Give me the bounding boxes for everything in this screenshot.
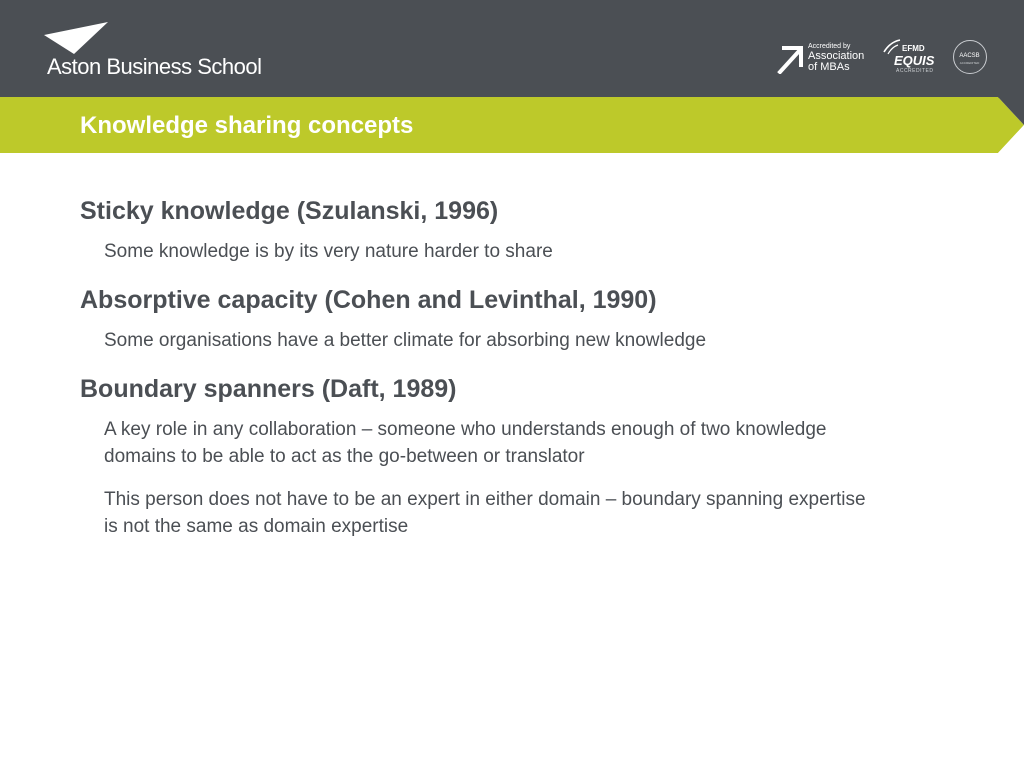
efmd-top-text: EFMD <box>902 44 925 53</box>
efmd-main-text: EQUIS <box>894 53 935 68</box>
amba-line2: of MBAs <box>808 61 850 73</box>
section-text: Some organisations have a better climate for absorbing new knowledge <box>104 330 707 351</box>
amba-arrow-icon <box>776 44 804 74</box>
slide-title: Knowledge sharing concepts <box>80 112 414 139</box>
accreditation-logos <box>776 38 996 78</box>
aacsb-seal <box>953 40 987 74</box>
slide-content <box>80 196 900 560</box>
aston-triangle-icon <box>44 22 114 54</box>
section-text: Some knowledge is by its very nature harder to share <box>104 241 553 262</box>
section-absorptive-capacity <box>80 285 900 354</box>
section-heading: Boundary spanners (Daft, 1989) <box>80 375 457 403</box>
amba-line1: Association <box>808 50 865 62</box>
aston-logo <box>44 22 274 82</box>
section-sticky-knowledge <box>80 196 900 265</box>
section-text: This person does not have to be an expert in either domain – boundary spanning expertise is not the same as domain expertise <box>104 489 866 537</box>
section-text: A key role in any collaboration – someone who understands enough of two knowledge domains to be able to act as the go-between or translator <box>104 419 827 467</box>
efmd-sub-text: ACCREDITED <box>896 68 934 74</box>
section-heading: Absorptive capacity (Cohen and Levinthal, 1990) <box>80 286 657 314</box>
amba-small-text: Accredited by <box>808 43 851 50</box>
aacsb-sub-text: ACCREDITED <box>959 61 980 65</box>
aacsb-text: AACSB <box>959 53 980 59</box>
header-bar <box>0 0 1024 98</box>
section-heading: Sticky knowledge (Szulanski, 1996) <box>80 197 499 225</box>
amba-logo <box>776 42 872 76</box>
efmd-logo <box>882 38 938 76</box>
brand-name: Aston Business School <box>47 54 262 79</box>
section-boundary-spanners <box>80 374 900 540</box>
